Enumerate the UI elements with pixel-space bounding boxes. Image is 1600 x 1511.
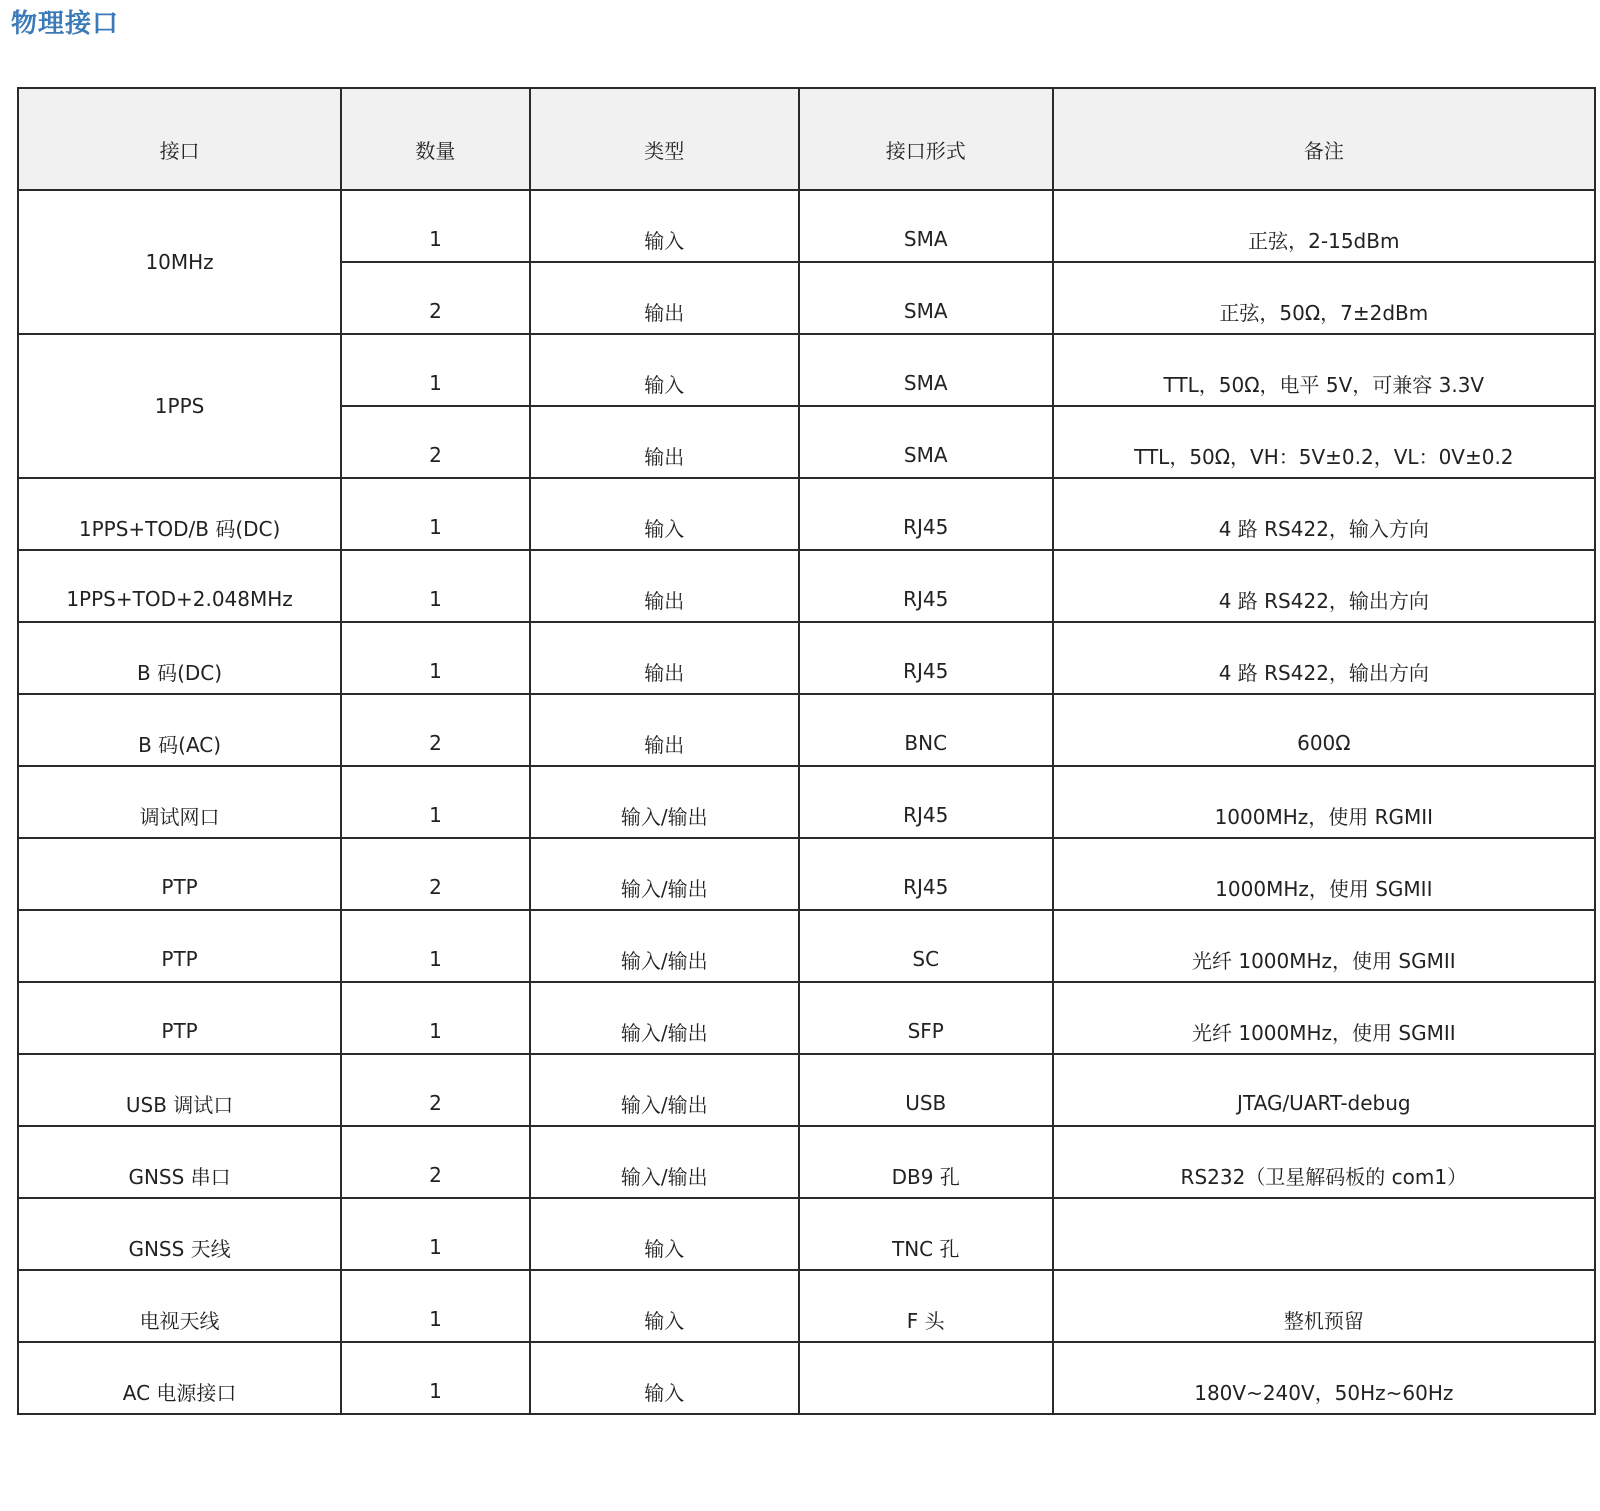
table-row [18,1126,1595,1198]
table-body [18,190,1595,1414]
cell-form: TNC 孔 [799,1198,1053,1270]
cell-form: BNC [799,694,1053,766]
cell-interface: 10MHz [18,190,341,334]
table-row [18,766,1595,838]
cell-quantity: 1 [341,478,530,550]
cell-note: 光纤 1000MHz，使用 SGMII [1053,910,1595,982]
cell-quantity: 2 [341,694,530,766]
cell-note: 1000MHz，使用 SGMII [1053,838,1595,910]
cell-interface: PTP [18,910,341,982]
cell-form: SFP [799,982,1053,1054]
cell-form: F 头 [799,1270,1053,1342]
cell-form: SMA [799,406,1053,478]
header-form: 接口形式 [799,88,1053,190]
cell-type: 输出 [530,406,799,478]
cell-type: 输出 [530,694,799,766]
cell-type: 输入 [530,334,799,406]
table-row [18,334,1595,406]
cell-type: 输入 [530,478,799,550]
cell-note: 4 路 RS422，输出方向 [1053,550,1595,622]
table-row [18,1054,1595,1126]
cell-note: TTL，50Ω，电平 5V，可兼容 3.3V [1053,334,1595,406]
cell-interface: 1PPS+TOD/B 码(DC) [18,478,341,550]
cell-note [1053,1198,1595,1270]
cell-form: RJ45 [799,622,1053,694]
cell-form: DB9 孔 [799,1126,1053,1198]
table-row [18,1198,1595,1270]
cell-quantity: 1 [341,550,530,622]
table-row [18,694,1595,766]
cell-type: 输入/输出 [530,838,799,910]
cell-interface: GNSS 串口 [18,1126,341,1198]
cell-quantity: 1 [341,766,530,838]
cell-type: 输入/输出 [530,1126,799,1198]
cell-quantity: 1 [341,1270,530,1342]
table-row [18,478,1595,550]
header-note: 备注 [1053,88,1595,190]
cell-quantity: 1 [341,982,530,1054]
cell-note: 4 路 RS422，输入方向 [1053,478,1595,550]
cell-interface: AC 电源接口 [18,1342,341,1414]
cell-interface: PTP [18,838,341,910]
cell-type: 输入/输出 [530,1054,799,1126]
cell-quantity: 2 [341,838,530,910]
cell-form: SC [799,910,1053,982]
table-row [18,838,1595,910]
cell-form: RJ45 [799,838,1053,910]
cell-quantity: 2 [341,262,530,334]
header-quantity: 数量 [341,88,530,190]
cell-form: RJ45 [799,550,1053,622]
cell-interface: B 码(DC) [18,622,341,694]
cell-note: 光纤 1000MHz，使用 SGMII [1053,982,1595,1054]
cell-type: 输出 [530,262,799,334]
cell-quantity: 2 [341,1054,530,1126]
cell-interface: 电视天线 [18,1270,341,1342]
table-row [18,1270,1595,1342]
cell-quantity: 1 [341,1342,530,1414]
cell-form: RJ45 [799,478,1053,550]
cell-interface: GNSS 天线 [18,1198,341,1270]
cell-form [799,1342,1053,1414]
cell-note: 正弦，50Ω，7±2dBm [1053,262,1595,334]
header-type: 类型 [530,88,799,190]
cell-quantity: 2 [341,1126,530,1198]
cell-form: RJ45 [799,766,1053,838]
header-interface: 接口 [18,88,341,190]
cell-type: 输入 [530,1270,799,1342]
cell-type: 输出 [530,622,799,694]
cell-interface: 调试网口 [18,766,341,838]
cell-interface: 1PPS+TOD+2.048MHz [18,550,341,622]
cell-quantity: 1 [341,190,530,262]
cell-form: SMA [799,190,1053,262]
cell-note: RS232（卫星解码板的 com1） [1053,1126,1595,1198]
cell-quantity: 1 [341,910,530,982]
cell-note: 整机预留 [1053,1270,1595,1342]
cell-type: 输入/输出 [530,910,799,982]
page-title: 物理接口 [11,9,120,39]
cell-note: JTAG/UART-debug [1053,1054,1595,1126]
cell-quantity: 2 [341,406,530,478]
table-row [18,622,1595,694]
cell-interface: B 码(AC) [18,694,341,766]
cell-note: 4 路 RS422，输出方向 [1053,622,1595,694]
table-row [18,190,1595,262]
cell-note: 180V~240V，50Hz~60Hz [1053,1342,1595,1414]
cell-type: 输入/输出 [530,766,799,838]
cell-form: SMA [799,262,1053,334]
cell-quantity: 1 [341,334,530,406]
cell-interface: USB 调试口 [18,1054,341,1126]
cell-type: 输入 [530,1342,799,1414]
cell-note: 正弦，2-15dBm [1053,190,1595,262]
table-row [18,982,1595,1054]
cell-note: 600Ω [1053,694,1595,766]
table-header-row [18,88,1595,190]
cell-form: SMA [799,334,1053,406]
table-row [18,1342,1595,1414]
cell-form: USB [799,1054,1053,1126]
cell-interface: 1PPS [18,334,341,478]
cell-quantity: 1 [341,1198,530,1270]
table-row [18,550,1595,622]
cell-type: 输出 [530,550,799,622]
cell-note: TTL，50Ω，VH：5V±0.2，VL：0V±0.2 [1053,406,1595,478]
cell-type: 输入/输出 [530,982,799,1054]
cell-quantity: 1 [341,622,530,694]
cell-note: 1000MHz，使用 RGMII [1053,766,1595,838]
cell-interface: PTP [18,982,341,1054]
cell-type: 输入 [530,1198,799,1270]
cell-type: 输入 [530,190,799,262]
table-row [18,910,1595,982]
interface-table [17,87,1596,1415]
